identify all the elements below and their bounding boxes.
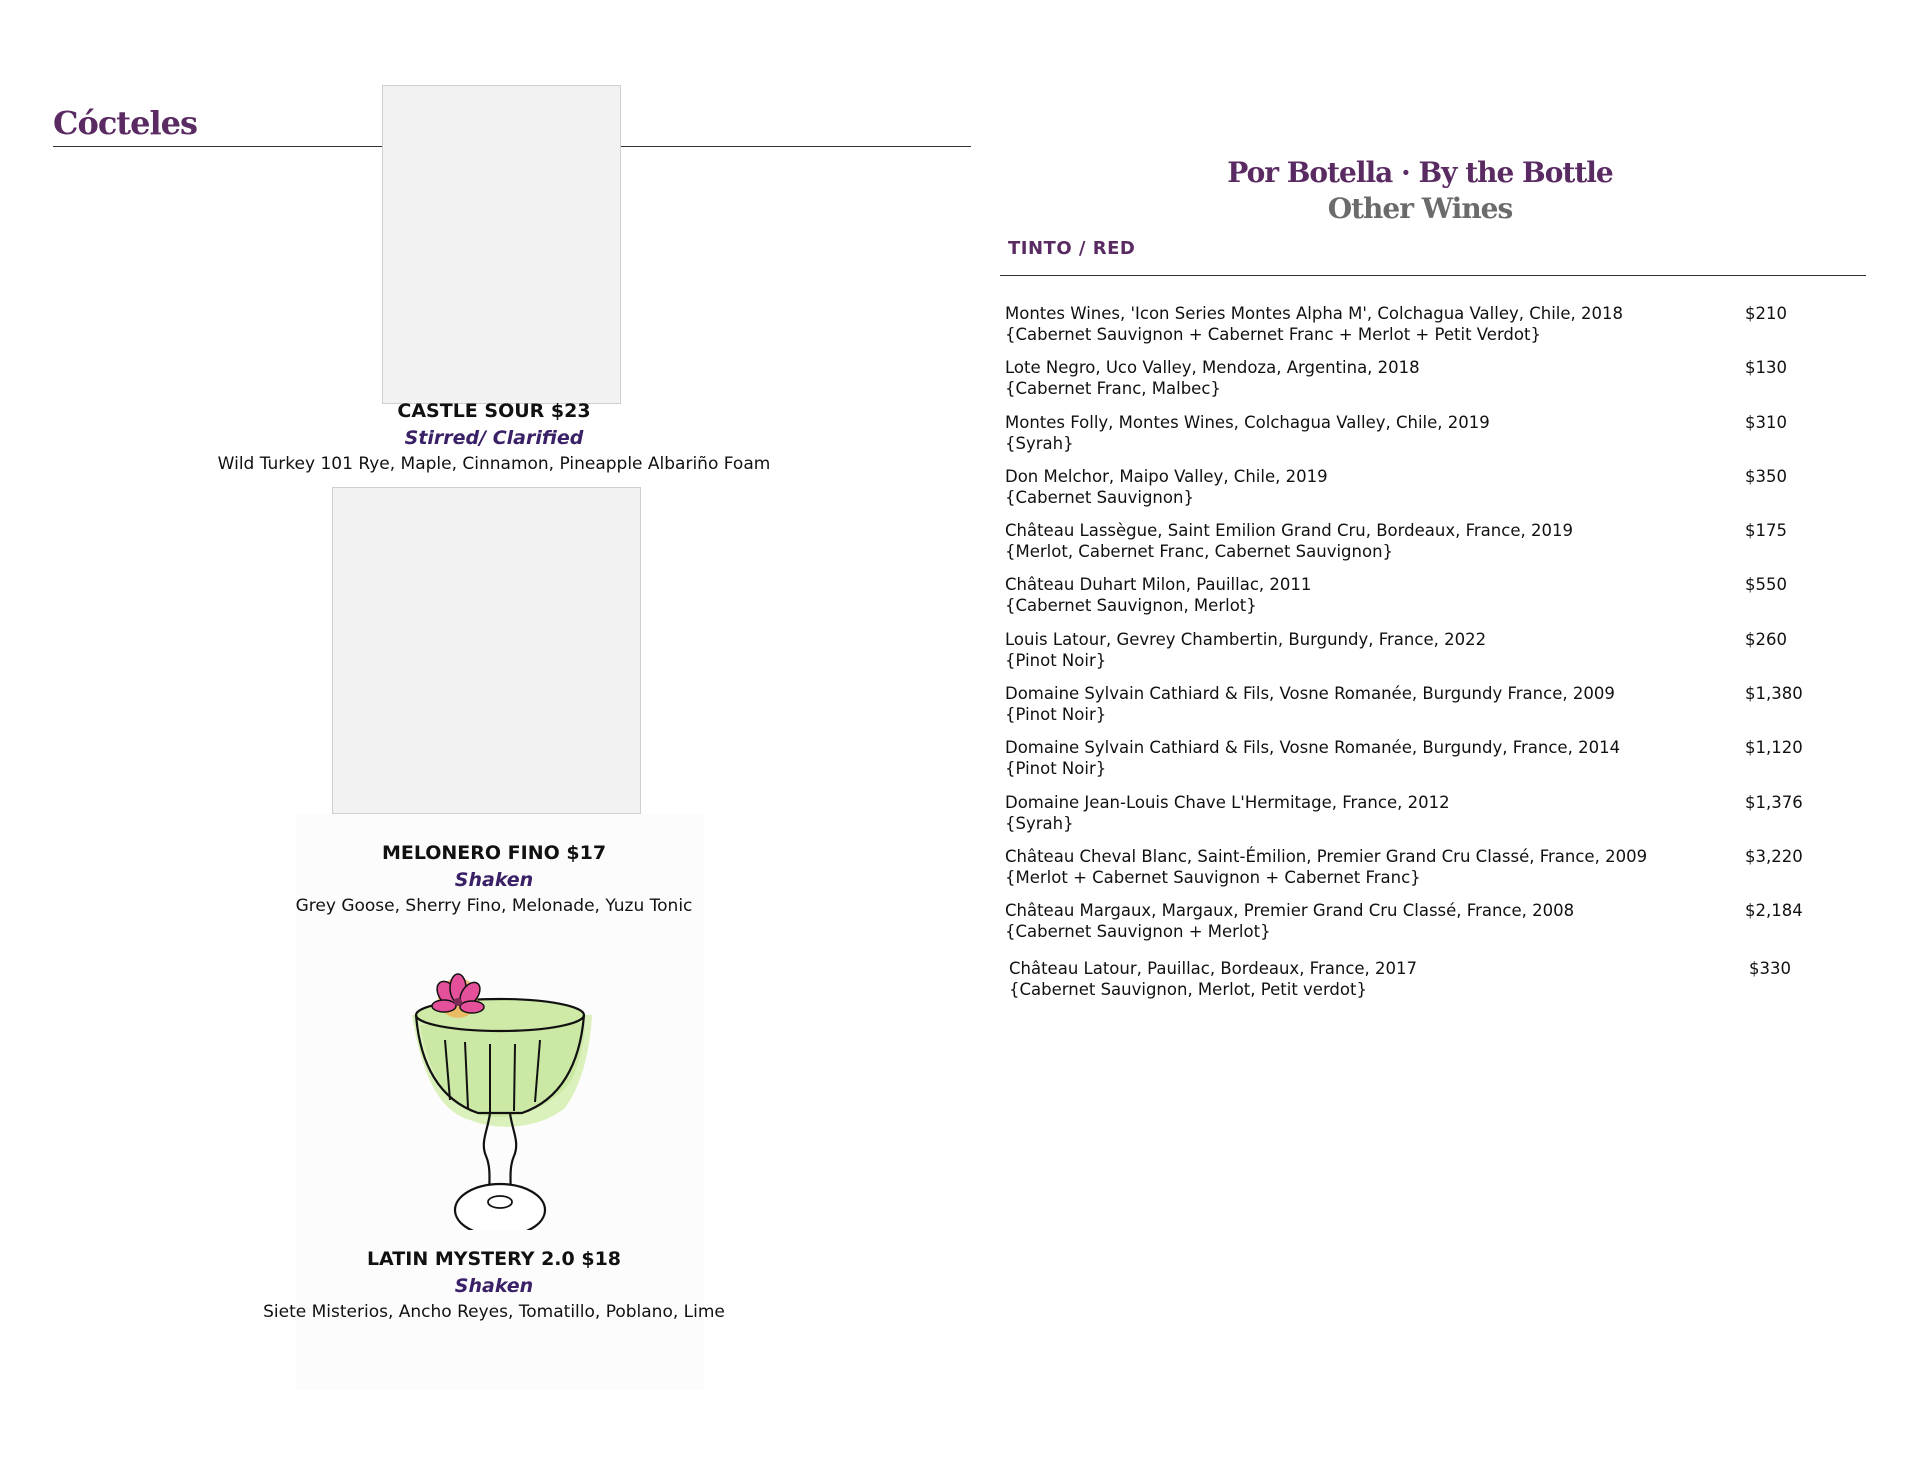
wine-name: Don Melchor, Maipo Valley, Chile, 2019	[1005, 466, 1328, 486]
wine-name: Louis Latour, Gevrey Chambertin, Burgundy, France, 2022	[1005, 629, 1487, 649]
wine-section-title: Por Botella · By the Bottle	[1227, 156, 1613, 189]
wine-row	[1005, 792, 1845, 846]
wine-grapes: {Merlot + Cabernet Sauvignon + Cabernet Franc}	[1005, 867, 1421, 887]
wine-name: Château Lassègue, Saint Emilion Grand Cru, Bordeaux, France, 2019	[1005, 521, 1573, 541]
wine-name: Domaine Sylvain Cathiard & Fils, Vosne Romanée, Burgundy, France, 2014	[1005, 738, 1621, 758]
wine-grapes: {Pinot Noir}	[1005, 650, 1107, 670]
cocktail-name: CASTLE SOUR $23	[397, 400, 591, 422]
wine-name: Château Duhart Milon, Pauillac, 2011	[1005, 575, 1312, 595]
cocktail-ingredients: Grey Goose, Sherry Fino, Melonade, Yuzu Tonic	[295, 896, 693, 916]
cocktails-section-title: Cócteles	[53, 104, 197, 142]
wine-grapes: {Merlot, Cabernet Franc, Cabernet Sauvignon}	[1005, 542, 1394, 562]
wine-name: Château Latour, Pauillac, Bordeaux, France, 2017	[1009, 958, 1418, 978]
wine-row	[1005, 574, 1845, 628]
wine-price: $210	[1745, 304, 1787, 323]
wine-row	[1005, 357, 1845, 411]
wine-row	[1005, 958, 1845, 1012]
wine-grapes: {Pinot Noir}	[1005, 705, 1107, 725]
wine-row	[1005, 520, 1845, 574]
cocktail-item	[160, 398, 828, 476]
cocktail-style: Stirred/ Clarified	[404, 427, 584, 449]
wine-row	[1005, 900, 1845, 954]
cocktail-ingredients: Wild Turkey 101 Rye, Maple, Cinnamon, Pineapple Albariño Foam	[217, 454, 771, 474]
coupe-glass-illustration	[400, 970, 600, 1230]
wine-name: Montes Folly, Montes Wines, Colchagua Valley, Chile, 2019	[1005, 412, 1490, 432]
wine-name: Lote Negro, Uco Valley, Mendoza, Argentina, 2018	[1005, 358, 1420, 378]
cocktail-name: MELONERO FINO $17	[381, 842, 607, 864]
wine-grapes: {Syrah}	[1005, 433, 1074, 453]
wine-price: $310	[1745, 412, 1787, 432]
cocktail-item	[160, 840, 828, 918]
wine-price: $350	[1745, 466, 1787, 486]
cocktail-name: LATIN MYSTERY 2.0 $18	[366, 1248, 622, 1270]
wine-grapes: {Cabernet Sauvignon + Cabernet Franc + Merlot + Petit Verdot}	[1005, 325, 1541, 344]
wine-grapes: {Cabernet Sauvignon + Merlot}	[1005, 922, 1271, 942]
wine-grapes: {Cabernet Sauvignon}	[1005, 487, 1194, 507]
cocktail-item	[160, 1246, 828, 1324]
wine-grapes: {Cabernet Sauvignon, Merlot}	[1005, 596, 1257, 616]
wine-price: $130	[1745, 358, 1787, 378]
wine-price: $2,184	[1745, 901, 1803, 921]
wine-price: $1,120	[1745, 738, 1803, 758]
cocktail-style: Shaken	[454, 869, 534, 891]
wine-name: Domaine Jean-Louis Chave L'Hermitage, France, 2012	[1005, 792, 1450, 812]
wine-name: Domaine Sylvain Cathiard & Fils, Vosne Romanée, Burgundy France, 2009	[1005, 684, 1615, 704]
wine-price: $550	[1745, 575, 1787, 595]
wine-row	[1005, 683, 1845, 737]
wine-price: $330	[1749, 958, 1791, 978]
wine-name: Montes Wines, 'Icon Series Montes Alpha M', Colchagua Valley, Chile, 2018	[1005, 304, 1624, 323]
wine-price: $1,380	[1745, 684, 1803, 704]
wine-row	[1005, 737, 1845, 791]
wine-name: Château Cheval Blanc, Saint-Émilion, Premier Grand Cru Classé, France, 2009	[1005, 846, 1648, 866]
wine-row	[1005, 629, 1845, 683]
wine-price: $260	[1745, 629, 1787, 649]
flower-garnish-icon	[432, 974, 484, 1018]
wine-price: $175	[1745, 521, 1787, 541]
wine-price: $3,220	[1745, 846, 1803, 866]
wine-list	[1005, 303, 1845, 1012]
wine-price: $1,376	[1745, 792, 1803, 812]
wine-category-heading: TINTO / RED	[1008, 238, 1136, 259]
wine-divider	[1000, 275, 1866, 276]
wine-grapes: {Cabernet Franc, Malbec}	[1005, 379, 1221, 399]
wine-grapes: {Syrah}	[1005, 813, 1074, 833]
wine-section-subtitle: Other Wines	[1327, 192, 1513, 225]
castle-sour-photo-placeholder	[382, 85, 621, 404]
wine-row	[1005, 303, 1845, 357]
wine-grapes: {Cabernet Sauvignon, Merlot, Petit verdot}	[1009, 979, 1367, 999]
wine-name: Château Margaux, Margaux, Premier Grand Cru Classé, France, 2008	[1005, 901, 1575, 921]
wine-row	[1005, 412, 1845, 466]
cocktail-ingredients: Siete Misterios, Ancho Reyes, Tomatillo, Poblano, Lime	[263, 1302, 725, 1322]
cocktail-style: Shaken	[454, 1275, 534, 1297]
wine-grapes: {Pinot Noir}	[1005, 759, 1107, 779]
melonero-fino-photo-placeholder	[332, 487, 641, 814]
wine-row	[1005, 846, 1845, 900]
wine-row	[1005, 466, 1845, 520]
